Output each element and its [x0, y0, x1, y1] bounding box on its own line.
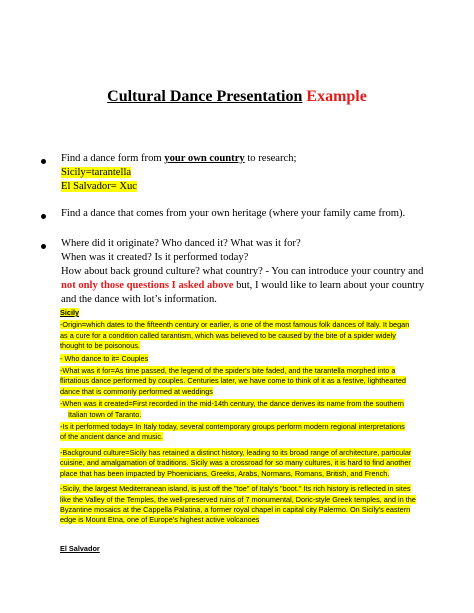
- title-main: Cultural Dance Presentation: [107, 88, 303, 105]
- el-salvador-heading: El Salvador: [60, 544, 100, 553]
- example-sicily: Sicily=tarantella: [61, 167, 132, 178]
- sicily-paragraph: -What was it for=As time passed, the legend of the spider's bite faded, and the tarantella morphed into a flirtatious dance performed by couples. Centuries later, we have come to think of it as a festive, lighthearted dance that is commonly performed at weddings: [60, 366, 406, 396]
- example-el-salvador: El Salvador= Xuc: [61, 181, 137, 192]
- page-title: [0, 88, 474, 106]
- bullet-2: Find a dance that comes from your own heritage (where your family came from).: [61, 208, 406, 219]
- red-emphasis: not only those questions I asked above: [61, 280, 234, 291]
- bullet-marker: [41, 159, 46, 164]
- sicily-paragraph: -Origin=which dates to the fifteenth century or earlier, is one of the most famous folk dances of Italy. It began as a cure for a condition called tarantism, which was believed to be caused by the bite of a spider widely thought to be poisonous.: [60, 320, 410, 351]
- sicily-paragraph: -Sicily, the largest Mediterranean island, is just off the "toe" of Italy's "boot." Its rich history is reflected in sites like the Valley of the Temples, the well-preserved ruins of 7 monumental, Doric-style Greek temples, and in the Byzantine mosaics at the Cappella Palatina, a former royal chapel in capital city Palermo. On Sicily's eastern edge is Mount Etna, one of Europe’s highest active volcanoes: [60, 484, 416, 525]
- sicily-section: [60, 308, 436, 526]
- title-accent: Example: [306, 88, 367, 105]
- bullet-3: Where did it originate? Who danced it? What was it for? When was it created? Is it performed today? How about back ground culture? what country? - You can introduce your country and not only those questions I asked above but, I would like to learn about your country and the dance with lot’s information.: [61, 238, 425, 305]
- sicily-heading: Sicily: [60, 308, 80, 317]
- bullet-1: Find a dance form from your own country to research; Sicily=tarantella El Salvador= Xuc: [61, 153, 297, 192]
- sicily-paragraph: -When was it created=First recorded in the mid-14th century, the dance derives its name from the southern Italian town of Taranto.: [60, 399, 404, 419]
- bullet-marker: [41, 244, 46, 249]
- sicily-paragraph: -Is it performed today= In Italy today, several contemporary groups perform modern regional interpretations of the ancient dance and music.: [60, 422, 405, 442]
- sicily-paragraph: - Who dance to it= Couples: [60, 353, 149, 363]
- own-country-emphasis: your own country: [164, 153, 245, 164]
- sicily-paragraph: -Background culture=Sicily has retained a distinct history, leading to its broad range of architecture, particular cuisine, and amalgamation of traditions. Sicily was a crossroad for so many cultures, it is hard to find another place that has been impacted by Phoenicians, Greeks, Arabs, Normans, Romans, British, and French.: [60, 447, 412, 478]
- bullet-marker: [41, 214, 46, 219]
